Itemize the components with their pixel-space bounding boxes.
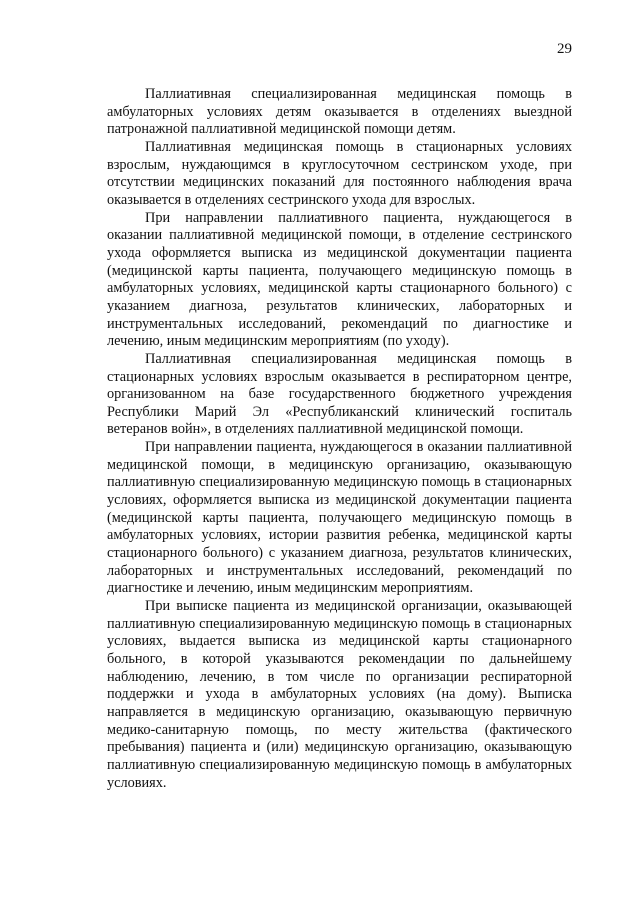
body-text: [107, 86, 572, 792]
paragraph-2: Паллиативная медицинская помощь в стационарных условиях взрослым, нуждающимся в круглосуточном сестринском уходе, при отсутствии медицинских показаний для постоянного наблюдения врача оказывается в отделениях сестринского ухода для взрослых.: [107, 138, 572, 208]
paragraph-1: Паллиативная специализированная медицинская помощь в амбулаторных условиях детям оказывается в отделениях выездной патронажной паллиативной медицинской помощи детям.: [107, 86, 572, 138]
paragraph-4: Паллиативная специализированная медицинская помощь в стационарных условиях взрослым оказывается в респираторном центре, организованном на базе государственного бюджетного учреждения Республики Марий Эл «Республиканский клинический госпиталь ветеранов войн», в отделениях паллиативной медицинской помощи.: [107, 350, 572, 438]
paragraph-5: При направлении пациента, нуждающегося в оказании паллиативной медицинской помощи, в медицинскую организацию, оказывающую паллиативную специализированную медицинскую помощь в стационарных условиях, оформляется выписка из медицинской документации пациента (медицинской карты пациента, получающего медицинскую помощь в амбулаторных условиях, истории развития ребенка, медицинской карты стационарного больного) с указанием диагноза, результатов клинических, лабораторных и инструментальных исследований, рекомендаций по диагностике и лечению, иным медицинским мероприятиям.: [107, 439, 572, 597]
page-number: 29: [557, 41, 572, 57]
paragraph-3: При направлении паллиативного пациента, нуждающегося в оказании паллиативной медицинской помощи, в отделение сестринского ухода оформляется выписка из медицинской документации пациента (медицинской карты пациента, получающего медицинскую помощь в амбулаторных условиях, медицинской карты стационарного больного) с указанием диагноза, результатов клинических, лабораторных и инструментальных исследований, рекомендаций по диагностике и лечению, иным медицинским мероприятиям (по уходу).: [107, 209, 572, 350]
paragraph-6: При выписке пациента из медицинской организации, оказывающей паллиативную специализированную медицинскую помощь в стационарных условиях, выдается выписка из медицинской карты стационарного больного, в которой указываются рекомендации по дальнейшему наблюдению, лечению, в том числе по организации респираторной поддержки и ухода в амбулаторных условиях (на дому). Выписка направляется в медицинскую организацию, оказывающую первичную медико-санитарную помощь, по месту жительства (фактического пребывания) пациента и (или) медицинскую организацию, оказывающую паллиативную специализированную медицинскую помощь в амбулаторных условиях.: [107, 598, 572, 791]
